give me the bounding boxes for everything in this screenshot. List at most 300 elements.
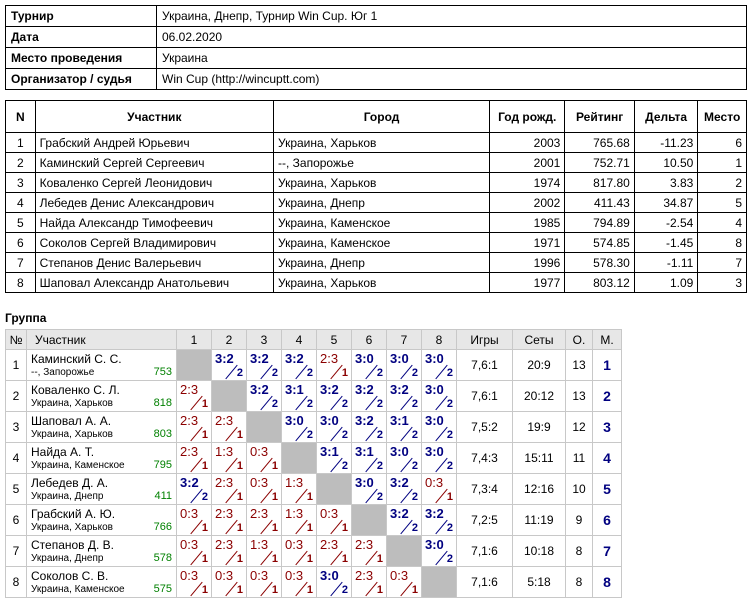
match-score xyxy=(317,567,351,597)
group-self-cell xyxy=(212,381,247,412)
group-result-cell xyxy=(352,412,387,443)
score-divider xyxy=(225,520,237,534)
match-score-sets: 3:0 xyxy=(320,413,339,428)
group-result-cell xyxy=(177,505,212,536)
score-divider xyxy=(190,582,202,596)
score-divider xyxy=(190,458,202,472)
match-score-points: 2 xyxy=(411,367,418,379)
group-header-games: Игры xyxy=(457,330,513,350)
participant-cell: 752.71 xyxy=(565,153,634,173)
match-score-points: 1 xyxy=(236,460,243,472)
group-player-cell xyxy=(27,505,177,536)
group-result-cell xyxy=(387,567,422,598)
match-score-sets: 3:2 xyxy=(355,413,374,428)
score-divider xyxy=(400,520,412,534)
match-score xyxy=(352,350,386,380)
match-score-sets: 0:3 xyxy=(320,506,339,521)
participant-row xyxy=(6,233,747,253)
match-score xyxy=(387,505,421,535)
participant-cell: 4 xyxy=(698,213,747,233)
match-score-points: 2 xyxy=(306,398,313,410)
group-sets: 20:9 xyxy=(513,350,566,381)
participant-cell: 8 xyxy=(698,233,747,253)
group-self-cell xyxy=(282,443,317,474)
match-score-sets: 3:0 xyxy=(425,537,444,552)
group-result-cell xyxy=(282,412,317,443)
match-score xyxy=(352,567,386,597)
group-player-cell xyxy=(27,350,177,381)
match-score xyxy=(387,474,421,504)
score-divider xyxy=(365,458,377,472)
group-result-cell xyxy=(212,505,247,536)
group-result-cell xyxy=(387,350,422,381)
match-score-points: 2 xyxy=(306,367,313,379)
group-result-cell xyxy=(282,381,317,412)
match-score-sets: 3:2 xyxy=(390,475,409,490)
match-score-sets: 0:3 xyxy=(180,568,199,583)
group-player-rating: 818 xyxy=(153,396,172,409)
score-divider xyxy=(260,551,272,565)
group-header-col: 6 xyxy=(352,330,387,350)
match-score xyxy=(177,567,211,597)
match-score-sets: 1:3 xyxy=(215,444,234,459)
match-score xyxy=(247,474,281,504)
group-sets: 20:12 xyxy=(513,381,566,412)
info-key: Дата xyxy=(6,27,157,48)
info-value: Украина, Днепр, Турнир Win Cup. Юг 1 xyxy=(157,6,747,27)
group-results-table xyxy=(5,329,622,598)
group-player-cell xyxy=(27,474,177,505)
match-score-points: 2 xyxy=(341,460,348,472)
match-score-points: 2 xyxy=(446,429,453,441)
tournament-info-table xyxy=(5,5,747,90)
match-score-sets: 2:3 xyxy=(180,444,199,459)
participant-cell: Украина, Днепр xyxy=(274,253,490,273)
match-score-sets: 3:1 xyxy=(390,413,409,428)
score-divider xyxy=(330,427,342,441)
match-score-sets: 0:3 xyxy=(215,568,234,583)
group-result-cell xyxy=(212,412,247,443)
match-score-sets: 3:2 xyxy=(320,382,339,397)
participant-cell: 1985 xyxy=(490,213,565,233)
match-score-points: 2 xyxy=(376,367,383,379)
match-score-sets: 1:3 xyxy=(285,475,304,490)
participants-header-cell: N xyxy=(6,101,36,133)
group-body xyxy=(6,350,622,598)
participant-cell: 3.83 xyxy=(634,173,698,193)
participant-cell: 3 xyxy=(698,273,747,293)
score-divider xyxy=(225,458,237,472)
match-score-sets: 0:3 xyxy=(250,444,269,459)
group-row xyxy=(6,474,622,505)
score-divider xyxy=(190,551,202,565)
group-result-cell xyxy=(177,474,212,505)
participant-cell: Соколов Сергей Владимирович xyxy=(35,233,273,253)
match-score xyxy=(387,443,421,473)
participant-row xyxy=(6,153,747,173)
group-points: 12 xyxy=(566,412,593,443)
group-row-number: 7 xyxy=(6,536,27,567)
score-divider xyxy=(400,427,412,441)
participant-cell: Украина, Днепр xyxy=(274,193,490,213)
group-player-city: Украина, Днепр xyxy=(31,490,104,502)
group-result-cell xyxy=(177,412,212,443)
group-points: 8 xyxy=(566,536,593,567)
match-score-points: 2 xyxy=(446,398,453,410)
match-score-sets: 3:1 xyxy=(320,444,339,459)
match-score xyxy=(282,381,316,411)
participant-cell: 574.85 xyxy=(565,233,634,253)
group-player-info xyxy=(31,490,172,503)
participant-row xyxy=(6,133,747,153)
participants-body xyxy=(6,133,747,293)
score-divider xyxy=(260,489,272,503)
group-result-cell xyxy=(247,536,282,567)
match-score xyxy=(282,474,316,504)
match-score-points: 2 xyxy=(341,398,348,410)
group-result-cell xyxy=(282,567,317,598)
match-score-sets: 0:3 xyxy=(250,475,269,490)
match-score-sets: 2:3 xyxy=(180,382,199,397)
match-score xyxy=(317,350,351,380)
group-result-cell xyxy=(282,474,317,505)
match-score xyxy=(422,381,456,411)
group-points: 9 xyxy=(566,505,593,536)
match-score xyxy=(247,350,281,380)
match-score-sets: 3:0 xyxy=(390,444,409,459)
match-score-points: 1 xyxy=(201,460,208,472)
group-result-cell xyxy=(247,381,282,412)
match-score xyxy=(177,536,211,566)
group-result-cell xyxy=(282,350,317,381)
group-sets: 12:16 xyxy=(513,474,566,505)
match-score xyxy=(352,474,386,504)
match-score xyxy=(317,536,351,566)
group-result-cell xyxy=(212,350,247,381)
group-result-cell xyxy=(247,505,282,536)
score-divider xyxy=(295,520,307,534)
group-result-cell xyxy=(212,474,247,505)
score-divider xyxy=(190,489,202,503)
group-result-cell xyxy=(317,567,352,598)
participant-cell: 765.68 xyxy=(565,133,634,153)
match-score-points: 1 xyxy=(306,584,313,596)
group-self-cell xyxy=(387,536,422,567)
info-row xyxy=(6,48,747,69)
group-result-cell xyxy=(387,443,422,474)
tournament-info-body xyxy=(6,6,747,90)
match-score-sets: 2:3 xyxy=(180,413,199,428)
score-divider xyxy=(225,582,237,596)
match-score-sets: 3:0 xyxy=(425,444,444,459)
info-value: Win Cup (http://wincuptt.com) xyxy=(157,69,747,90)
match-score-points: 2 xyxy=(271,398,278,410)
match-score-sets: 2:3 xyxy=(250,506,269,521)
group-place: 4 xyxy=(593,443,622,474)
group-place: 2 xyxy=(593,381,622,412)
group-result-cell xyxy=(422,536,457,567)
match-score-points: 1 xyxy=(376,553,383,565)
match-score-sets: 3:2 xyxy=(425,506,444,521)
participant-cell: --, Запорожье xyxy=(274,153,490,173)
score-divider xyxy=(330,396,342,410)
group-result-cell xyxy=(247,350,282,381)
match-score-points: 1 xyxy=(341,522,348,534)
match-score-sets: 2:3 xyxy=(215,413,234,428)
match-score xyxy=(212,350,246,380)
group-player-name: Степанов Д. В. xyxy=(31,537,115,552)
participant-cell: -2.54 xyxy=(634,213,698,233)
score-divider xyxy=(330,520,342,534)
match-score xyxy=(317,412,351,442)
score-divider xyxy=(190,520,202,534)
match-score-sets: 3:0 xyxy=(355,475,374,490)
match-score-points: 2 xyxy=(341,584,348,596)
participant-cell: 3 xyxy=(6,173,36,193)
score-divider xyxy=(225,365,237,379)
match-score xyxy=(282,536,316,566)
score-divider xyxy=(330,458,342,472)
group-row-number: 1 xyxy=(6,350,27,381)
group-games: 7,2:5 xyxy=(457,505,513,536)
match-score-points: 2 xyxy=(411,522,418,534)
match-score-sets: 2:3 xyxy=(320,351,339,366)
participant-cell: 2 xyxy=(698,173,747,193)
group-player-city: --, Запорожье xyxy=(31,366,95,378)
match-score-sets: 3:2 xyxy=(390,506,409,521)
group-result-cell xyxy=(352,381,387,412)
group-header-col: 8 xyxy=(422,330,457,350)
score-divider xyxy=(190,396,202,410)
group-header-col: 7 xyxy=(387,330,422,350)
match-score xyxy=(352,443,386,473)
match-score-sets: 0:3 xyxy=(425,475,444,490)
participants-header-cell: Место xyxy=(698,101,747,133)
group-result-cell xyxy=(352,443,387,474)
match-score-points: 1 xyxy=(271,553,278,565)
group-result-cell xyxy=(422,412,457,443)
group-points: 8 xyxy=(566,567,593,598)
group-self-cell xyxy=(177,350,212,381)
score-divider xyxy=(435,396,447,410)
score-divider xyxy=(400,489,412,503)
match-score xyxy=(422,505,456,535)
group-player-rating: 411 xyxy=(154,489,172,502)
match-score-points: 1 xyxy=(236,429,243,441)
group-result-cell xyxy=(352,474,387,505)
participants-header-row xyxy=(6,101,747,133)
group-header-col: 1 xyxy=(177,330,212,350)
group-player-info xyxy=(31,521,172,534)
participant-cell: 794.89 xyxy=(565,213,634,233)
participant-cell: Украина, Харьков xyxy=(274,133,490,153)
group-result-cell xyxy=(177,567,212,598)
group-sets: 11:19 xyxy=(513,505,566,536)
participant-row xyxy=(6,273,747,293)
group-player-city: Украина, Днепр xyxy=(31,552,104,564)
score-divider xyxy=(295,396,307,410)
score-divider xyxy=(365,582,377,596)
match-score-points: 1 xyxy=(306,491,313,503)
participant-cell: 817.80 xyxy=(565,173,634,193)
score-divider xyxy=(295,489,307,503)
group-player-name: Соколов С. В. xyxy=(31,568,109,583)
score-divider xyxy=(225,427,237,441)
group-player-cell xyxy=(27,381,177,412)
info-row xyxy=(6,6,747,27)
participant-cell: 2003 xyxy=(490,133,565,153)
match-score xyxy=(387,567,421,597)
score-divider xyxy=(400,365,412,379)
match-score-sets: 0:3 xyxy=(390,568,409,583)
group-player-city: Украина, Харьков xyxy=(31,521,113,533)
participant-cell: 1.09 xyxy=(634,273,698,293)
match-score xyxy=(212,412,246,442)
match-score-sets: 3:2 xyxy=(180,475,199,490)
group-result-cell xyxy=(387,412,422,443)
group-player-cell xyxy=(27,567,177,598)
match-score-sets: 3:0 xyxy=(320,568,339,583)
group-result-cell xyxy=(352,536,387,567)
group-result-cell xyxy=(177,381,212,412)
group-row xyxy=(6,567,622,598)
group-result-cell xyxy=(422,350,457,381)
match-score xyxy=(177,505,211,535)
score-divider xyxy=(365,396,377,410)
participant-cell: 2001 xyxy=(490,153,565,173)
group-result-cell xyxy=(317,412,352,443)
group-row-number: 3 xyxy=(6,412,27,443)
score-divider xyxy=(365,551,377,565)
group-player-info xyxy=(31,397,172,410)
group-games: 7,1:6 xyxy=(457,567,513,598)
match-score-points: 1 xyxy=(201,522,208,534)
group-row-number: 5 xyxy=(6,474,27,505)
participant-cell: 4 xyxy=(6,193,36,213)
match-score xyxy=(247,381,281,411)
match-score xyxy=(177,443,211,473)
group-result-cell xyxy=(282,536,317,567)
match-score xyxy=(212,536,246,566)
group-player-info xyxy=(31,552,172,565)
match-score-points: 1 xyxy=(271,584,278,596)
group-row xyxy=(6,381,622,412)
match-score xyxy=(422,474,456,504)
group-header-col: 4 xyxy=(282,330,317,350)
match-score-points: 1 xyxy=(306,522,313,534)
participants-header-cell: Дельта xyxy=(634,101,698,133)
group-games: 7,5:2 xyxy=(457,412,513,443)
group-player-cell xyxy=(27,412,177,443)
score-divider xyxy=(365,427,377,441)
group-result-cell xyxy=(317,505,352,536)
group-player-city: Украина, Харьков xyxy=(31,397,113,409)
group-result-cell xyxy=(317,536,352,567)
participant-cell: -1.45 xyxy=(634,233,698,253)
match-score-points: 1 xyxy=(236,584,243,596)
match-score-points: 2 xyxy=(411,398,418,410)
group-header-row xyxy=(6,330,622,350)
match-score xyxy=(352,412,386,442)
match-score-sets: 3:2 xyxy=(355,382,374,397)
match-score xyxy=(282,350,316,380)
match-score-sets: 3:0 xyxy=(425,413,444,428)
info-row xyxy=(6,27,747,48)
score-divider xyxy=(435,489,447,503)
group-result-cell xyxy=(422,443,457,474)
match-score xyxy=(212,474,246,504)
group-player-city: Украина, Каменское xyxy=(31,583,125,595)
score-divider xyxy=(295,551,307,565)
group-result-cell xyxy=(387,381,422,412)
group-place: 3 xyxy=(593,412,622,443)
group-result-cell xyxy=(352,567,387,598)
match-score-points: 2 xyxy=(446,522,453,534)
match-score-sets: 2:3 xyxy=(215,506,234,521)
match-score-sets: 1:3 xyxy=(250,537,269,552)
group-player-rating: 795 xyxy=(153,458,172,471)
group-row xyxy=(6,350,622,381)
group-header-player: Участник xyxy=(27,330,177,350)
match-score xyxy=(247,536,281,566)
score-divider xyxy=(435,365,447,379)
group-result-cell xyxy=(282,505,317,536)
group-player-name: Каминский С. С. xyxy=(31,351,122,366)
score-divider xyxy=(295,427,307,441)
match-score-points: 1 xyxy=(341,553,348,565)
group-header-sets: Сеты xyxy=(513,330,566,350)
match-score-points: 1 xyxy=(201,584,208,596)
match-score xyxy=(422,350,456,380)
group-title: Группа xyxy=(5,311,47,325)
score-divider xyxy=(295,365,307,379)
participant-cell: Грабский Андрей Юрьевич xyxy=(35,133,273,153)
participant-cell: Украина, Харьков xyxy=(274,273,490,293)
match-score-points: 1 xyxy=(446,491,453,503)
participant-cell: 1996 xyxy=(490,253,565,273)
group-self-cell xyxy=(247,412,282,443)
match-score-points: 2 xyxy=(236,367,243,379)
group-player-name: Грабский А. Ю. xyxy=(31,506,116,521)
participants-header-cell: Рейтинг xyxy=(565,101,634,133)
match-score-points: 2 xyxy=(376,429,383,441)
participant-cell: -1.11 xyxy=(634,253,698,273)
group-self-cell xyxy=(422,567,457,598)
match-score-sets: 3:0 xyxy=(390,351,409,366)
group-result-cell xyxy=(212,567,247,598)
match-score-points: 2 xyxy=(446,553,453,565)
score-divider xyxy=(225,551,237,565)
group-row-number: 6 xyxy=(6,505,27,536)
info-row xyxy=(6,69,747,90)
match-score-sets: 3:1 xyxy=(285,382,304,397)
participants-header-cell: Участник xyxy=(35,101,273,133)
group-player-name: Найда А. Т. xyxy=(31,444,95,459)
match-score-sets: 3:0 xyxy=(355,351,374,366)
participant-cell: 1971 xyxy=(490,233,565,253)
match-score-points: 1 xyxy=(341,367,348,379)
score-divider xyxy=(260,396,272,410)
match-score-sets: 3:2 xyxy=(250,382,269,397)
match-score-points: 2 xyxy=(411,491,418,503)
match-score-points: 2 xyxy=(411,460,418,472)
group-games: 7,6:1 xyxy=(457,381,513,412)
group-points: 10 xyxy=(566,474,593,505)
info-key: Место проведения xyxy=(6,48,157,69)
match-score-sets: 2:3 xyxy=(355,568,374,583)
group-player-cell xyxy=(27,536,177,567)
group-row xyxy=(6,412,622,443)
